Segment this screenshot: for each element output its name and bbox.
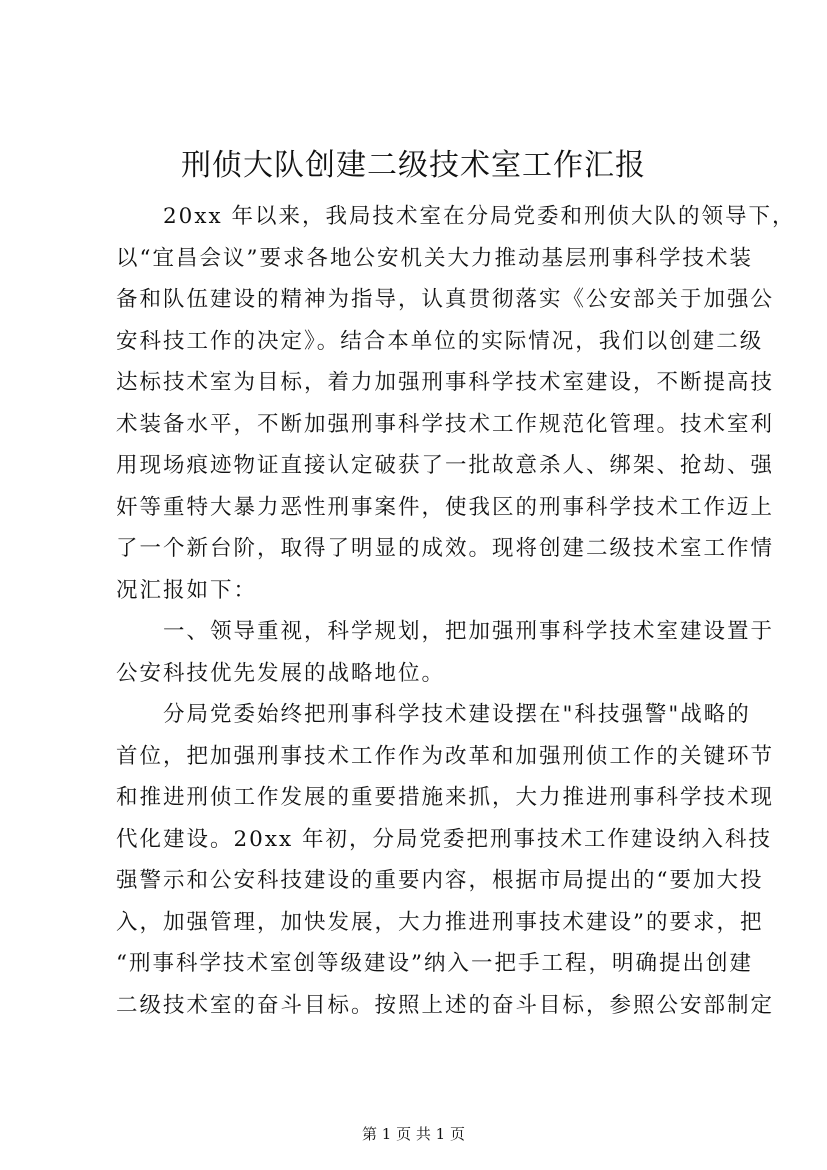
text-line: 了一个新台阶，取得了明显的成效。现将创建二级技术室工作情 [116, 536, 775, 561]
text-line: 二级技术室的奋斗目标。按照上述的奋斗目标，参照公安部制定 [116, 992, 775, 1018]
text-line: 代化建设。20xx 年初，分局党委把刑事技术工作建设纳入科技 [116, 826, 772, 852]
text-line: 首位，把加强刑事技术工作作为改革和加强刑侦工作的关键环节 [116, 743, 775, 769]
document-body [116, 196, 796, 1026]
text-line: 达标技术室为目标，着力加强刑事科学技术室建设，不断提高技 [116, 370, 775, 395]
document-title: 刑侦大队创建二级技术室工作汇报 [181, 148, 646, 183]
text-line: 以“宜昌会议”要求各地公安机关大力推动基层刑事科学技术装 [116, 245, 753, 271]
text-line: 一、领导重视，科学规划，把加强刑事科学技术室建设置于 [116, 619, 775, 644]
text-line: 入，加强管理，加快发展，大力推进刑事技术建设”的要求，把 [116, 909, 764, 935]
text-line: 用现场痕迹物证直接认定破获了一批故意杀人、绑架、抢劫、强 [116, 453, 775, 478]
text-line: 备和队伍建设的精神为指导，认真贯彻落实《公安部关于加强公 [116, 287, 775, 312]
text-line: 况汇报如下： [116, 577, 258, 603]
paragraph [116, 694, 775, 1026]
text-line: 强警示和公安科技建设的重要内容，根据市局提出的“要加大投 [116, 868, 764, 893]
text-line: 术装备水平，不断加强刑事科学技术工作规范化管理。技术室利 [116, 411, 775, 437]
paragraph [116, 196, 796, 611]
paragraph [116, 611, 775, 694]
text-line: “刑事科学技术室创等级建设”纳入一把手工程，明确提出创建 [116, 951, 753, 976]
text-line: 公安科技优先发展的战略地位。 [116, 660, 446, 686]
text-line: 和推进刑侦工作发展的重要措施来抓，大力推进刑事科学技术现 [116, 785, 775, 810]
text-line: 安科技工作的决定》。结合本单位的实际情况，我们以创建二级 [116, 328, 764, 354]
text-line: 20xx 年以来，我局技术室在分局党委和刑侦大队的领导下， [116, 204, 796, 229]
page-footer: 第 1 页 共 1 页 [362, 1125, 465, 1143]
text-line: 奸等重特大暴力恶性刑事案件，使我区的刑事科学技术工作迈上 [116, 494, 775, 520]
text-line: 分局党委始终把刑事科学技术建设摆在"科技强警"战略的 [116, 702, 751, 727]
